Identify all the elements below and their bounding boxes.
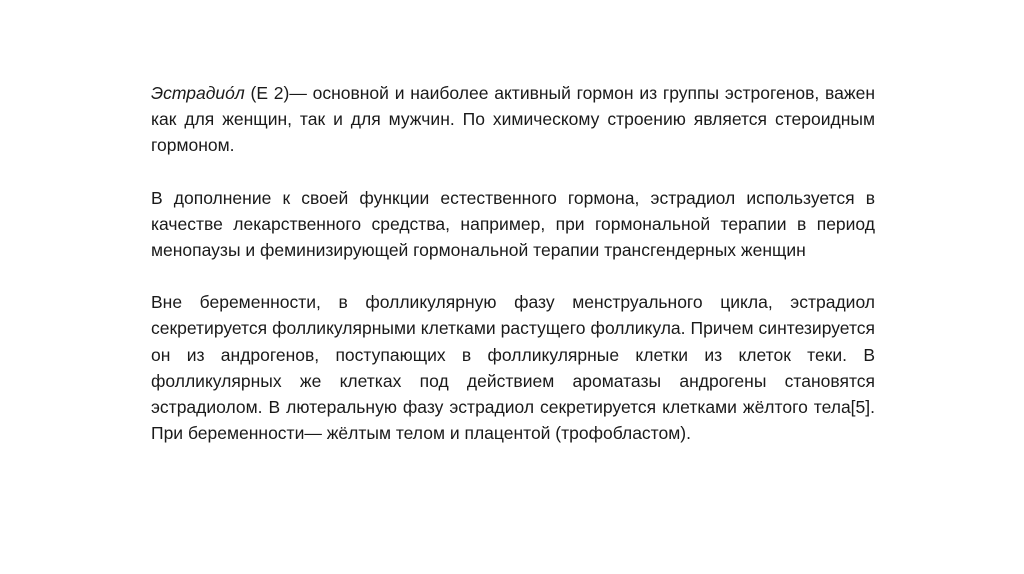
slide-text-block	[151, 80, 875, 472]
paragraph-secretion	[151, 289, 875, 446]
paragraph-text: Вне беременности, в фолликулярную фазу менструального цикла, эстрадиол секретируется фолликулярными клетками растущего фолликула. Причем синтезируется он из андрогенов, поступающих в фолликулярные клетки из клеток теки. В фолликулярных же клетках под действием ароматазы андрогены становятся эстрадиолом. В лютеральную фазу эстрадиол секретируется клетками жёлтого тела[5]. При беременности— жёлтым телом и плацентой (трофобластом).	[151, 292, 875, 444]
paragraph-text: В дополнение к своей функции естественного гормона, эстрадиол используется в качестве лекарственного средства, например, при гормональной терапии в период менопаузы и феминизирующей гормональной терапии трансгендерных женщин	[151, 187, 875, 261]
term-estradiol: Эстрадио́л	[151, 83, 245, 103]
paragraph-medical-use	[151, 185, 875, 264]
paragraph-text: (E 2)— основной и наиболее активный гормон из группы эстрогенов, важен как для женщин, так и для мужчин. По химическому строению является стероидным гормоном.	[151, 83, 875, 156]
paragraph-estradiol-definition	[151, 80, 875, 159]
